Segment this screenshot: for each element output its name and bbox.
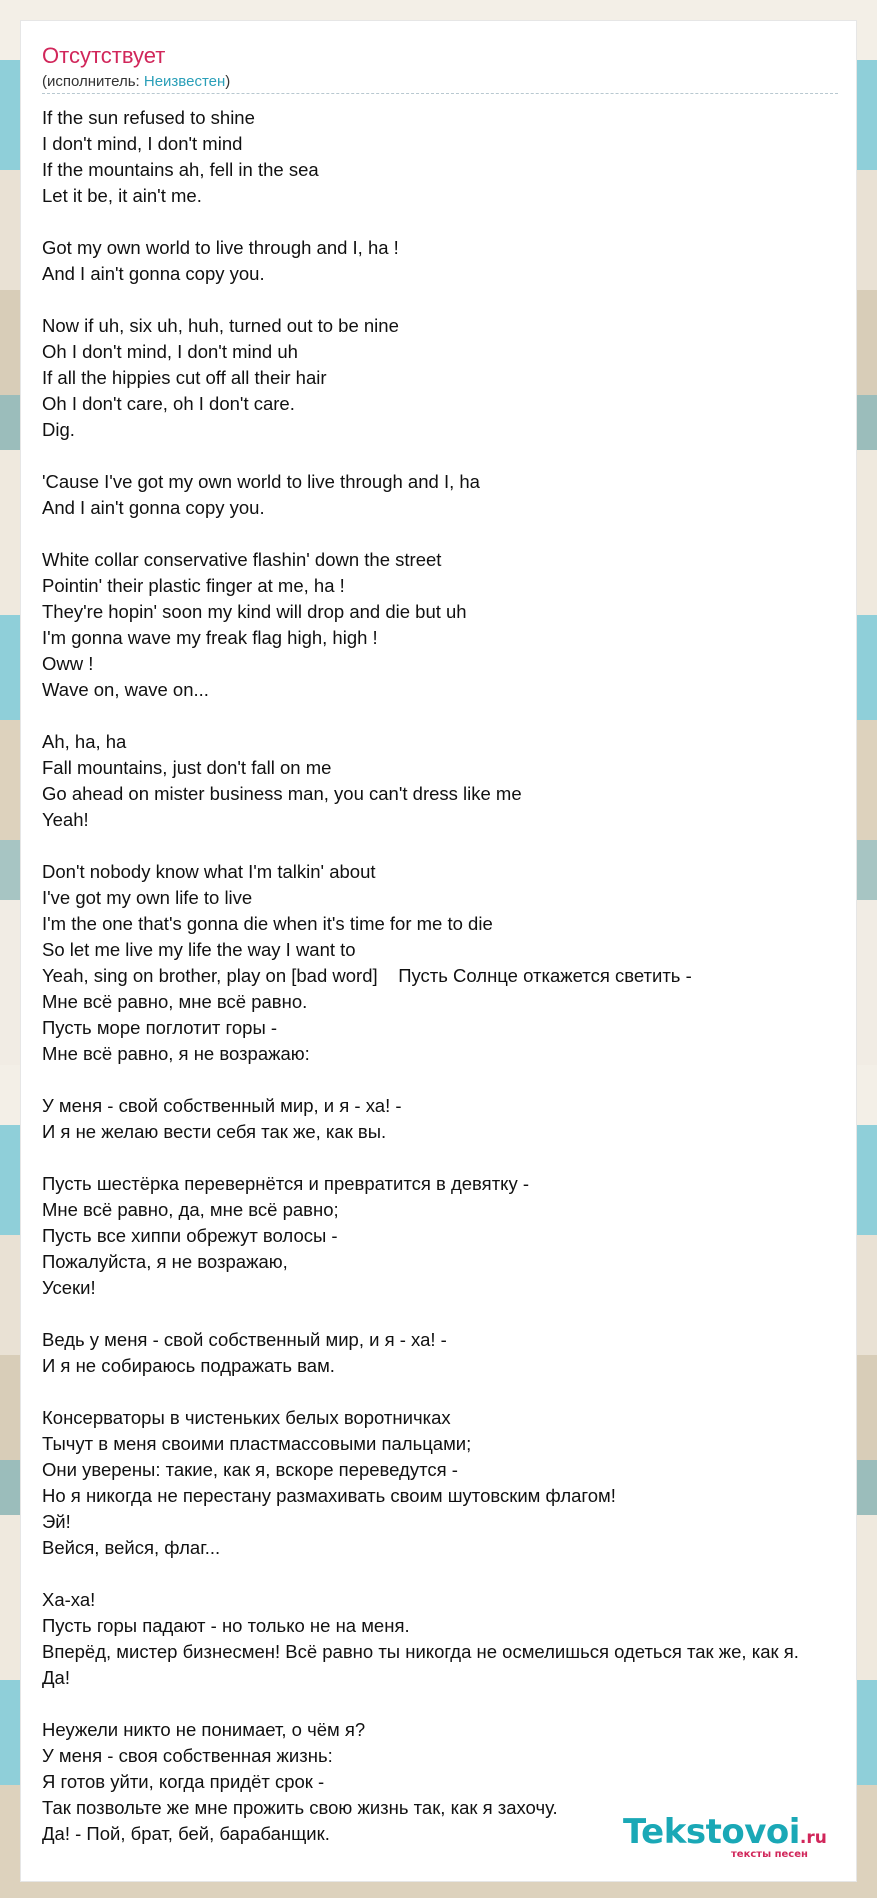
lyric-line: Мне всё равно, да, мне всё равно; (42, 1199, 339, 1220)
lyric-line: Fall mountains, just don't fall on me (42, 757, 332, 778)
lyric-line (42, 1691, 852, 1717)
lyric-line: Now if uh, six uh, huh, turned out to be nine (42, 315, 399, 336)
artist-line (42, 73, 230, 90)
lyric-line: White collar conservative flashin' down the street (42, 549, 442, 570)
lyric-line: If the sun refused to shine (42, 107, 255, 128)
lyric-line: If all the hippies cut off all their hair (42, 367, 327, 388)
artist-suffix: ) (225, 73, 231, 90)
lyric-line: Эй! (42, 1511, 71, 1532)
song-title: Отсутствует (42, 43, 166, 68)
site-logo[interactable] (623, 1812, 827, 1860)
lyric-line: Let it be, it ain't me. (42, 185, 202, 206)
lyric-line: Усеки! (42, 1277, 96, 1298)
lyric-line (42, 209, 852, 235)
lyric-line: And I ain't gonna copy you. (42, 263, 265, 284)
lyric-line: У меня - свой собственный мир, и я - ха! - (42, 1095, 402, 1116)
lyric-line: Yeah, sing on brother, play on [bad word] Пусть Солнце откажется светить - (42, 965, 692, 986)
lyric-line (42, 1301, 852, 1327)
lyrics-text (42, 105, 852, 1847)
lyric-line: У меня - своя собственная жизнь: (42, 1745, 333, 1766)
artist-link[interactable]: Неизвестен (143, 73, 226, 90)
lyric-line: Вейся, вейся, флаг... (42, 1537, 221, 1558)
lyric-line: Пожалуйста, я не возражаю, (42, 1251, 288, 1272)
lyric-line: I'm the one that's gonna die when it's time for me to die (42, 913, 493, 934)
lyric-line (42, 521, 852, 547)
lyric-line: Они уверены: такие, как я, вскоре переведутся - (42, 1459, 458, 1480)
lyric-line: Но я никогда не перестану размахивать своим шутовским флагом! (42, 1485, 616, 1506)
lyric-line (42, 1067, 852, 1093)
lyric-line: Тычут в меня своими пластмассовыми пальцами; (42, 1433, 472, 1454)
lyric-line (42, 287, 852, 313)
lyric-line: If the mountains ah, fell in the sea (42, 159, 319, 180)
lyric-line: Мне всё равно, я не возражаю: (42, 1043, 310, 1064)
lyric-line: Oh I don't care, oh I don't care. (42, 393, 295, 414)
lyric-line: Ah, ha, ha (42, 731, 127, 752)
lyric-line: Пусть горы падают - но только не на меня. (42, 1615, 410, 1636)
lyric-line: И я не желаю вести себя так же, как вы. (42, 1121, 387, 1142)
lyric-line: I'm gonna wave my freak flag high, high ! (42, 627, 378, 648)
lyric-line: Да! (42, 1667, 70, 1688)
lyric-line: Oww ! (42, 653, 94, 674)
lyric-line: Pointin' their plastic finger at me, ha ! (42, 575, 345, 596)
lyric-line: Пусть шестёрка перевернётся и превратится в девятку - (42, 1173, 530, 1194)
lyric-line: They're hopin' soon my kind will drop and die but uh (42, 601, 467, 622)
lyric-line (42, 443, 852, 469)
lyric-line: Don't nobody know what I'm talkin' about (42, 861, 376, 882)
lyric-line: Yeah! (42, 809, 89, 830)
lyric-line (42, 1379, 852, 1405)
title-divider (42, 93, 838, 94)
lyric-line (42, 1561, 852, 1587)
lyric-line: Ведь у меня - свой собственный мир, и я - ха! - (42, 1329, 447, 1350)
lyric-line: Got my own world to live through and I, ha ! (42, 237, 399, 258)
lyrics-card (20, 20, 857, 1882)
logo-tagline: тексты песен (731, 1849, 808, 1860)
lyric-line: Так позвольте же мне прожить свою жизнь так, как я захочу. (42, 1797, 558, 1818)
lyric-line (42, 833, 852, 859)
lyric-line: I don't mind, I don't mind (42, 133, 243, 154)
lyric-line: And I ain't gonna copy you. (42, 497, 265, 518)
lyric-line: Консерваторы в чистеньких белых воротничках (42, 1407, 451, 1428)
lyric-line: Вперёд, мистер бизнесмен! Всё равно ты никогда не осмелишься одеться так же, как я. (42, 1641, 799, 1662)
lyric-line: Ха-ха! (42, 1589, 96, 1610)
lyric-line: Oh I don't mind, I don't mind uh (42, 341, 298, 362)
lyric-line: So let me live my life the way I want to (42, 939, 356, 960)
lyric-line: Go ahead on mister business man, you can't dress like me (42, 783, 522, 804)
logo-wordmark: Tekstovoi (623, 1812, 800, 1852)
lyric-line: Пусть море поглотит горы - (42, 1017, 278, 1038)
lyric-line: I've got my own life to live (42, 887, 253, 908)
lyric-line: Я готов уйти, когда придёт срок - (42, 1771, 325, 1792)
lyric-line (42, 1145, 852, 1171)
lyric-line: Мне всё равно, мне всё равно. (42, 991, 308, 1012)
lyric-line (42, 703, 852, 729)
lyric-line: Wave on, wave on... (42, 679, 209, 700)
lyric-line: 'Cause I've got my own world to live through and I, ha (42, 471, 480, 492)
artist-prefix: (исполнитель: (42, 73, 144, 90)
lyric-line: И я не собираюсь подражать вам. (42, 1355, 335, 1376)
lyric-line: Да! - Пой, брат, бей, барабанщик. (42, 1823, 330, 1844)
lyric-line: Пусть все хиппи обрежут волосы - (42, 1225, 338, 1246)
lyric-line: Dig. (42, 419, 75, 440)
logo-tld: .ru (799, 1828, 827, 1848)
lyric-line: Неужели никто не понимает, о чём я? (42, 1719, 366, 1740)
